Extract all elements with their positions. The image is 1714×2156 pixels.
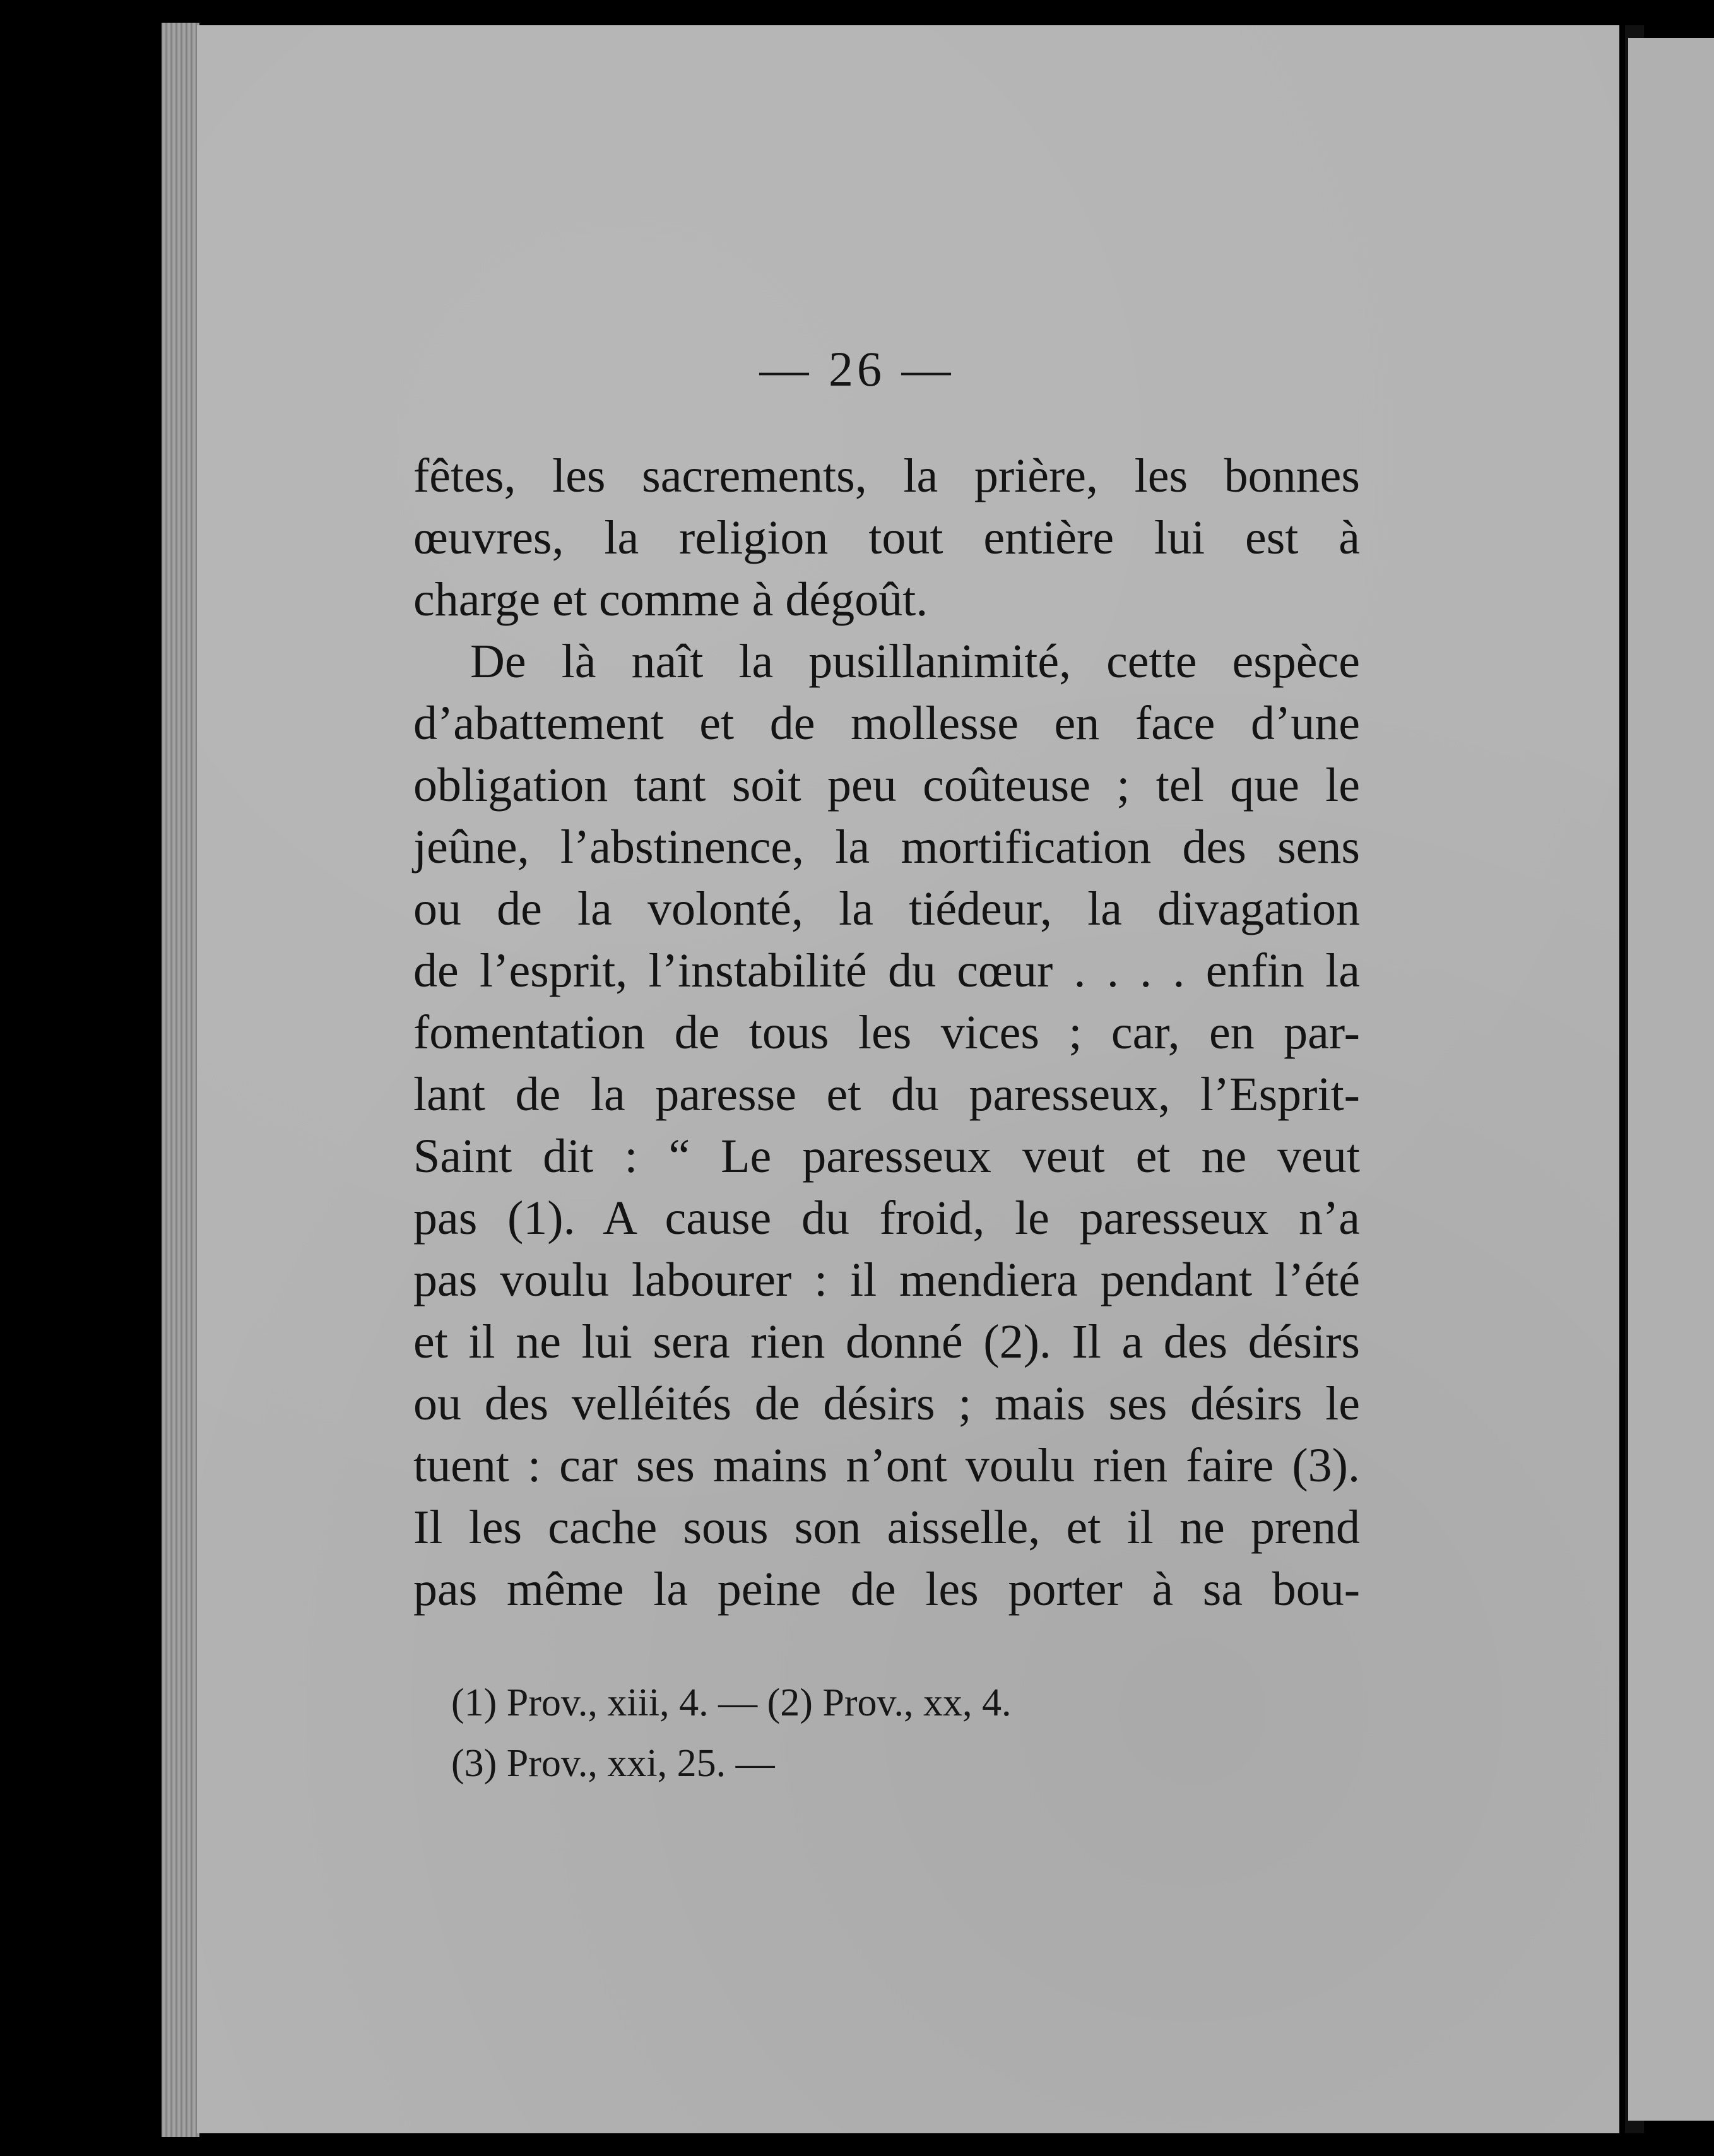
text-line: Il les cache sous son aisselle, et il ne prend [413,1501,1360,1554]
page-number: — 26 — [759,341,955,396]
text-line: obligation tant soit peu coûteuse ; tel que le [413,759,1360,812]
book-edge [162,23,199,2137]
text-line: ou des velléités de désirs ; mais ses désirs le [413,1377,1360,1430]
footnotes [451,1673,1272,1794]
text-line: lant de la paresse et du paresseux, l’Esprit- [413,1068,1360,1121]
text-line: d’abattement et de mollesse en face d’une [413,697,1360,750]
text-line: De là naît la pusillanimité, cette espèce [470,635,1360,688]
text-line: fomentation de tous les vices ; car, en par- [413,1006,1360,1059]
text-line: charge et comme à dégoût. [413,573,928,626]
footnote-line: (1) Prov., xiii, 4. — (2) Prov., xx, 4. [451,1681,1012,1724]
body-text [413,445,1360,1620]
footnote-line: (3) Prov., xxi, 25. — [451,1742,775,1785]
text-line: fêtes, les sacrements, la prière, les bonnes [413,449,1360,502]
text-line: œuvres, la religion tout entière lui est à [413,511,1360,564]
text-line: ou de la volonté, la tiédeur, la divagation [413,882,1360,935]
text-line: tuent : car ses mains n’ont voulu rien faire (3). [413,1439,1360,1492]
text-line: de l’esprit, l’instabilité du cœur . . . . enfin la [413,944,1360,997]
text-line: et il ne lui sera rien donné (2). Il a des désirs [413,1315,1360,1368]
text-line: pas (1). A cause du froid, le paresseux n’a [413,1192,1360,1245]
text-line: jeûne, l’abstinence, la mortification des sens [413,820,1360,874]
text-line: Saint dit : “ Le paresseux veut et ne veut [413,1130,1360,1183]
text-line: pas voulu labourer : il mendiera pendant l’été [413,1253,1360,1306]
text-line: pas même la peine de les porter à sa bou- [413,1563,1360,1616]
